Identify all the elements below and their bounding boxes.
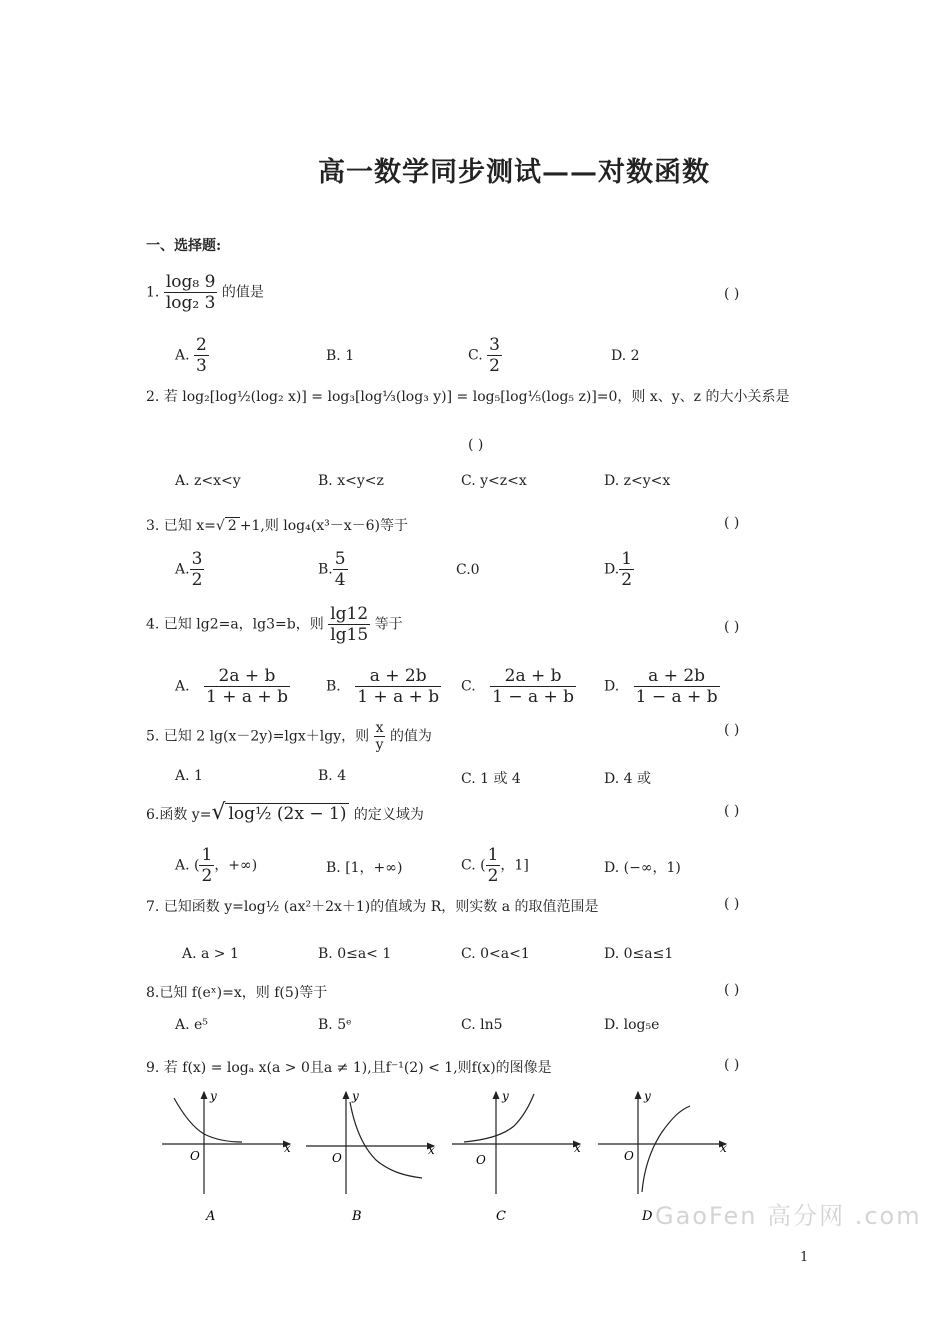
axis-y-label: y: [210, 1089, 217, 1103]
answer-paren-1: ( ): [724, 286, 740, 302]
axis-x-label: x: [428, 1143, 435, 1157]
origin-label: O: [476, 1153, 486, 1167]
sqrt: log½ (2x − 1): [225, 803, 349, 824]
q7-option-d: D. 0≤a≤1: [604, 946, 674, 962]
section-heading: 一、选择题:: [146, 238, 222, 254]
watermark-logo: GaoFen 高分网 .com: [655, 1202, 922, 1230]
q1-option-d: D. 2: [611, 348, 640, 364]
axis-x-label: x: [574, 1141, 581, 1155]
fraction: $\frac{\text{log₈ 9}}{\text{log₂ 3}}$: [165, 272, 216, 313]
graph-label: C: [496, 1209, 506, 1224]
q5-option-d: D. 4 或: [604, 771, 651, 787]
page-number: 1: [800, 1250, 809, 1265]
q7-option-b: B. 0≤a< 1: [318, 946, 392, 962]
question-1: [146, 272, 264, 313]
q1-option-b: B. 1: [326, 348, 355, 364]
axis-x-label: x: [720, 1141, 727, 1155]
graph-b[interactable]: [306, 1089, 435, 1224]
q7-option-a: A. a > 1: [182, 946, 239, 962]
q8-option-a: A. e⁵: [175, 1017, 208, 1033]
graph-label: D: [642, 1209, 653, 1224]
graph-c[interactable]: [452, 1089, 581, 1224]
graph-a[interactable]: [162, 1089, 291, 1224]
graph-label: B: [352, 1209, 362, 1224]
q6-option-c: C. ( $\frac{1}{2}$ ，1]: [461, 845, 529, 886]
answer-paren-3: ( ): [724, 515, 740, 531]
q2-option-c: C. y<z<x: [461, 473, 527, 489]
sqrt: 2: [225, 517, 240, 534]
q8-option-c: C. ln5: [461, 1017, 503, 1033]
q7-option-c: C. 0<a<1: [461, 946, 530, 962]
question-5: 5. 已知 2 lg(x－2y)=lgx＋lgy，则 $\frac{x}{y}$ 的值为: [146, 720, 432, 753]
question-2: 2. 若 log₂[log½(log₂ x)] = log₃[log⅓(log₃ y)] = log₅[log⅕(log₅ z)]=0，则 x、y、z 的大小关系是: [146, 389, 790, 405]
question-7: 7. 已知函数 y=log½ (ax²＋2x＋1)的值域为 R，则实数 a 的取值范围是: [146, 899, 599, 915]
q4-option-b: B. $\frac{a + 2b}{1 + a + b}$: [326, 666, 440, 707]
page-title: 高一数学同步测试——对数函数: [318, 157, 710, 188]
answer-paren-9: ( ): [724, 1057, 740, 1073]
answer-paren-5: ( ): [724, 722, 740, 738]
q4-option-a: A. $\frac{2a + b}{1 + a + b}$: [175, 666, 288, 707]
answer-paren-6: ( ): [724, 803, 740, 819]
q5-option-b: B. 4: [318, 768, 347, 784]
q3-option-d: D. $\frac{1}{2}$: [604, 549, 633, 590]
answer-paren-7: ( ): [724, 896, 740, 912]
axis-y-label: y: [352, 1089, 359, 1103]
q2-option-d: D. z<y<x: [604, 473, 671, 489]
question-3: 3. 已知 x=√ 2 +1,则 log₄(x³－x－6)等于: [146, 518, 408, 534]
q6-option-a: A. ( $\frac{1}{2}$ ，+∞): [175, 845, 258, 886]
origin-label: O: [190, 1149, 200, 1163]
question-text: 的值是: [221, 284, 264, 301]
q3-option-c: C.0: [456, 562, 480, 578]
q8-option-d: D. log₅e: [604, 1017, 660, 1033]
q1-option-c: C. $\frac{3}{2}$: [468, 335, 500, 376]
answer-paren-2: ( ): [468, 437, 484, 453]
answer-paren-4: ( ): [724, 619, 740, 635]
q4-option-c: C. $\frac{2a + b}{1 - a + b}$: [461, 666, 575, 707]
q8-option-b: B. 5ᵉ: [318, 1017, 352, 1033]
question-9: 9. 若 f(x) = logₐ x(a > 0且a ≠ 1),且f⁻¹(2) < 1,则f(x)的图像是: [146, 1060, 552, 1076]
q6-option-b: B. [1，+∞): [326, 860, 403, 876]
q1-option-a: A. $\frac{2}{3}$: [175, 335, 207, 376]
q6-option-d: D. (−∞，1): [604, 860, 681, 876]
axis-y-label: y: [502, 1089, 509, 1103]
axis-x-label: x: [284, 1141, 291, 1155]
origin-label: O: [332, 1151, 342, 1165]
origin-label: O: [624, 1149, 634, 1163]
q2-option-a: A. z<x<y: [175, 473, 241, 489]
q3-option-b: B. $\frac{5}{4}$: [318, 549, 346, 590]
question-number: 1.: [146, 284, 160, 301]
q5-option-a: A. 1: [175, 768, 203, 784]
answer-paren-8: ( ): [724, 982, 740, 998]
question-6: 6.函数 y=√ log½ (2x − 1) 的定义域为: [146, 800, 424, 825]
q3-option-a: A. $\frac{3}{2}$: [175, 549, 203, 590]
q5-option-c: C. 1 或 4: [461, 771, 521, 787]
q2-option-b: B. x<y<z: [318, 473, 384, 489]
question-8: 8.已知 f(eˣ)=x，则 f(5)等于: [146, 985, 328, 1001]
graph-label: A: [206, 1209, 216, 1224]
question-4: 4. 已知 lg2=a，lg3=b，则 $\frac{\lg 12}{\lg 15}$ 等于: [146, 604, 403, 645]
axis-y-label: y: [644, 1089, 651, 1103]
q4-option-d: D. $\frac{a + 2b}{1 - a + b}$: [604, 666, 718, 707]
